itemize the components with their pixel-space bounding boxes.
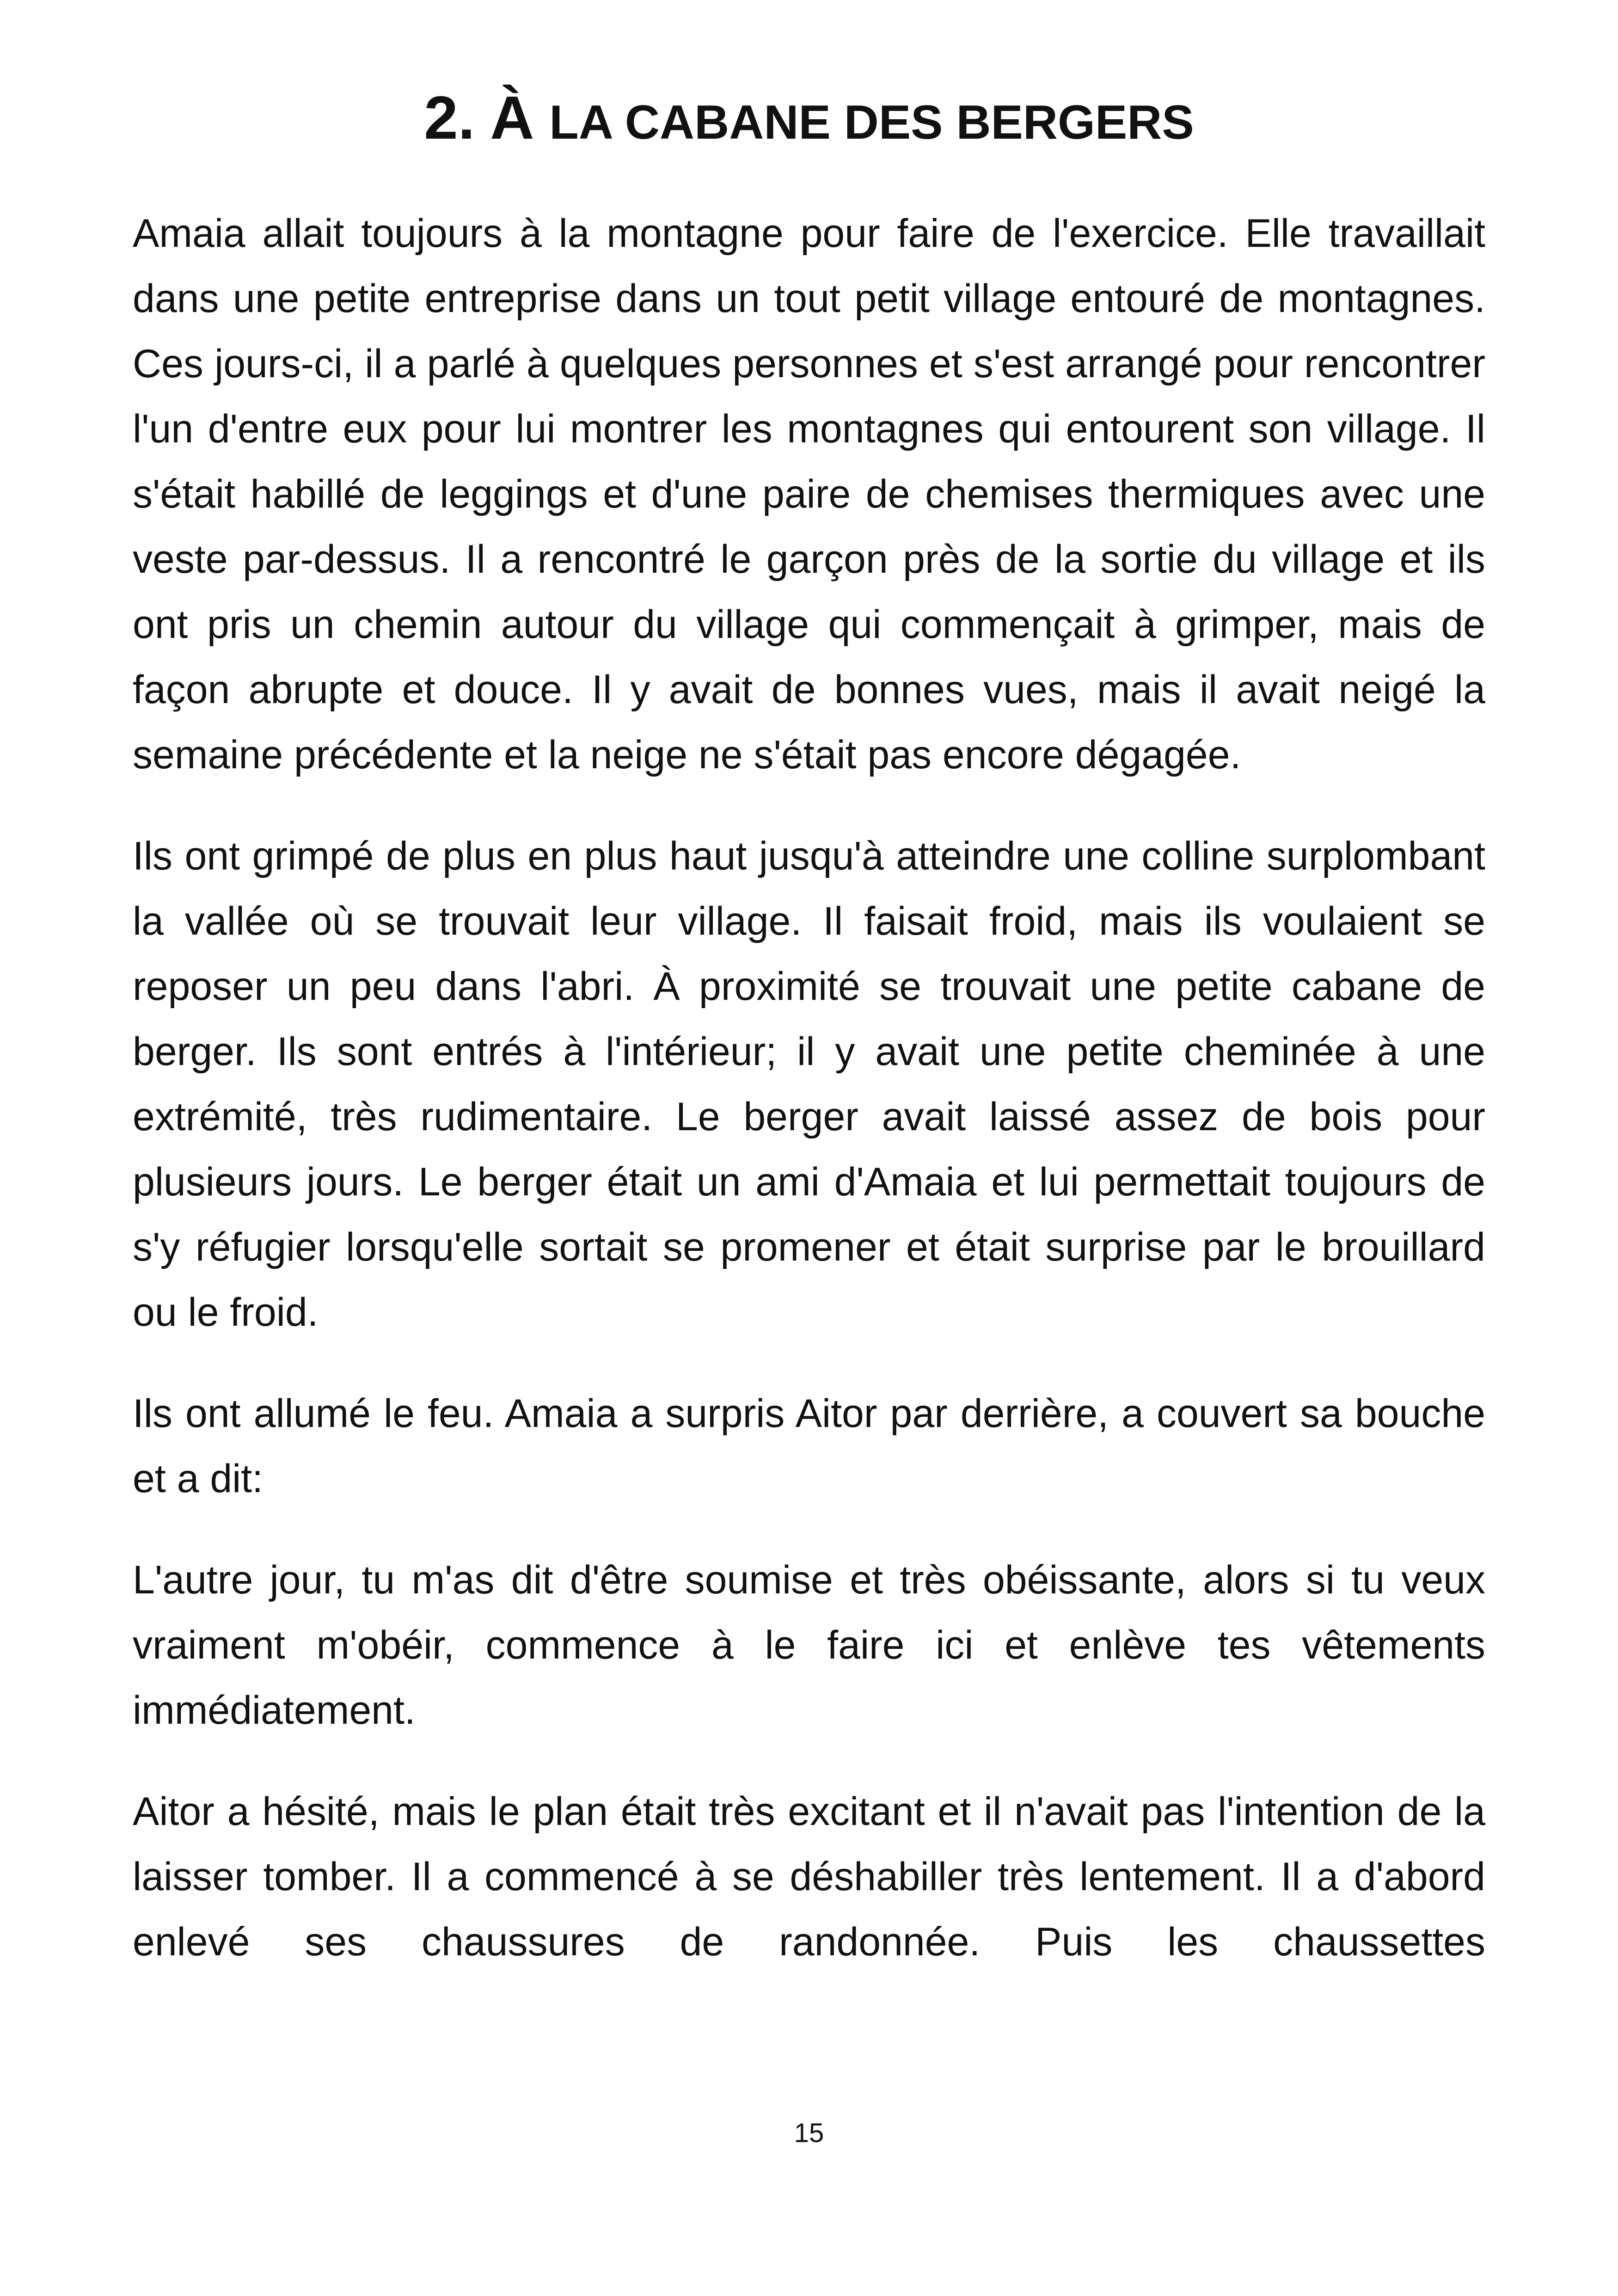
- paragraph-1: Amaia allait toujours à la montagne pour faire de l'exercice. Elle travaillait dans une petite entreprise dans un tout petit village entouré de montagnes. Ces jours-ci, il a parlé à quelques personnes et s'est arrangé pour rencontrer l'un d'entre eux pour lui montrer les montagnes qui entourent son village. Il s'était habillé de leggings et d'une paire de chemises thermiques avec une veste par-dessus. Il a rencontré le garçon près de la sortie du village et ils ont pris un chemin autour du village qui commençait à grimper, mais de façon abrupte et douce. Il y avait de bonnes vues, mais il avait neigé la semaine précédente et la neige ne s'était pas encore dégagée.: [133, 211, 1485, 777]
- chapter-number: 2.: [424, 84, 475, 152]
- page-number: 15: [794, 2118, 824, 2148]
- chapter-title-initial: À: [490, 84, 534, 152]
- paragraph-4: L'autre jour, tu m'as dit d'être soumise et très obéissante, alors si tu veux vraiment m'obéir, commence à le faire ici et enlève tes vêtements immédiatement.: [133, 1558, 1485, 1733]
- paragraph-5: Aitor a hésité, mais le plan était très excitant et il n'avait pas l'intention de la laisser tomber. Il a commencé à se déshabiller très lentement. Il a d'abord enlevé ses chaussures de randonnée. Puis les chaussettes: [133, 1789, 1485, 1964]
- chapter-title: [0, 83, 1618, 157]
- chapter-title-text: LA CABANE DES BERGERS: [549, 96, 1194, 149]
- paragraph-3: Ils ont allumé le feu. Amaia a surpris Aitor par derrière, a couvert sa bouche et a dit:: [133, 1391, 1485, 1501]
- paragraph-2: Ils ont grimpé de plus en plus haut jusqu'à atteindre une colline surplombant la vallée où se trouvait leur village. Il faisait froid, mais ils voulaient se reposer un peu dans l'abri. À proximité se trouvait une petite cabane de berger. Ils sont entrés à l'intérieur; il y avait une petite cheminée à une extrémité, très rudimentaire. Le berger avait laissé assez de bois pour plusieurs jours. Le berger était un ami d'Amaia et lui permettait toujours de s'y réfugier lorsqu'elle sortait se promener et était surprise par le brouillard ou le froid.: [133, 834, 1485, 1335]
- body-text: [133, 201, 1485, 2011]
